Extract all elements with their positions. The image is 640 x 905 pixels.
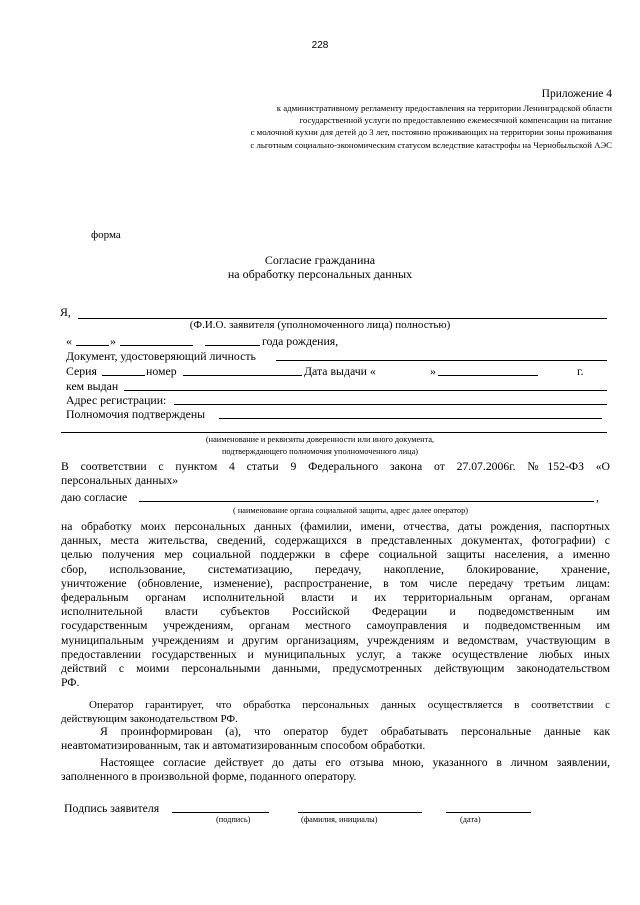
authority-caption-2: подтверждающего полномочия уполномоченного лица) [221,447,419,456]
fio-caption: (Ф.И.О. заявителя (уполномоченного лица) полностью) [189,319,451,331]
issue-date-close-quote: » [430,364,436,378]
consent-body-line: действий с моими персональными данными, предусмотренных действующим законодательством [61,661,610,675]
consent-body [61,520,610,690]
birth-day-close-quote: » [110,334,116,348]
consent-body-line: данных, места жительства, сведений, содержащихся в представленных документах, фотографии) с [61,534,610,548]
authority-label: Полномочия подтверждены [66,407,206,421]
series-label: Серия [66,364,97,378]
issue-date-label: Дата выдачи « [304,364,376,378]
issued-by-field[interactable] [124,390,607,391]
document-field[interactable] [276,360,607,361]
signature-label: Подпись заявителя [64,801,160,815]
name-initials-field[interactable] [298,812,422,813]
page-number: 228 [311,40,329,51]
address-label: Адрес регистрации: [66,393,167,407]
appendix-line: к административному регламенту предоставления на территории Ленинградской области [276,103,612,113]
consent-body-line: РФ. [61,676,80,690]
guarantee-paragraph [61,698,610,726]
consent-body-line: уничтожение (обновление, изменение), распространение, в том числе передачу третьим лицам: [61,576,610,590]
law-reference-line: В соответствии с пунктом 4 статьи 9 Федерального закона от 27.07.2006г. №152-ФЗ «О [61,460,610,473]
name-caption: (фамилия, инициалы) [301,815,378,824]
consent-body-line: исполнительной власти субъектов Российской Федерации и подведомственным им [61,605,610,619]
consent-comma: , [596,490,599,504]
consent-label: даю согласие [61,490,128,504]
number-label: номер [146,364,177,378]
series-field[interactable] [102,375,145,376]
validity-paragraph [61,756,610,784]
issued-by-label: кем выдан [66,379,119,393]
number-field[interactable] [183,375,302,376]
appendix-title: Приложение 4 [541,88,612,100]
appendix-description [250,102,612,151]
consent-body-line: на обработку моих персональных данных (фамилии, имени, отчества, даты рождения, паспортных [61,520,610,533]
informed-line: неавтоматизированным, так и автоматизированным способом обработки. [61,739,426,753]
validity-line: Настоящее согласие действует до даты его отзыва мною, указанного в личном заявлении, [100,756,610,769]
validity-line: заполненного в произвольной форме, поданного оператору. [61,770,357,784]
guarantee-line: действующим законодательством РФ. [61,713,238,726]
operator-field[interactable] [139,501,594,502]
consent-body-line: сбор, использование, систематизацию, передачу, накопление, блокирование, хранение, [61,562,610,576]
date-caption: (дата) [460,815,481,824]
appendix-line: с льготным социально-экономическим статусом вследствие катастрофы на Чернобыльской АЭС [250,139,612,150]
consent-body-line: федеральным органам исполнительной власти и их территориальным органам, органам [61,590,610,604]
law-reference-line: персональных данных» [61,474,179,488]
document-label: Документ, удостоверяющий личность [66,349,256,363]
authority-caption-1: (наименование и реквизиты доверенности или иного документа, [205,435,435,444]
birth-day-field[interactable] [76,345,109,346]
authority-field-line-2[interactable] [61,432,607,433]
date-field[interactable] [446,812,531,813]
guarantee-line: Оператор гарантирует, что обработка персональных данных осуществляется в соответствии с [89,699,610,711]
consent-body-line: целью получения мер социальной поддержки в сфере социальной защиты населения, а именно [61,548,610,562]
title-line-1: Согласие гражданина [264,253,376,267]
document-title [0,253,640,281]
appendix-line: государственной услуги по предоставлению ежемесячной компенсации на питание [299,115,612,126]
birth-suffix: года рождения, [262,334,339,348]
issue-date-field[interactable] [438,375,538,376]
law-reference [61,460,610,488]
ya-label: Я, [60,305,71,319]
birth-month-field[interactable] [120,345,193,346]
address-field[interactable] [174,404,607,405]
birth-year-field[interactable] [205,345,260,346]
informed-paragraph [61,725,610,753]
form-label: форма [91,229,121,241]
consent-body-line: муниципальным учреждениям и другим организациям, учреждениям и ведомствам, участвующим в [61,633,610,647]
signature-field[interactable] [172,812,269,813]
consent-body-line: государственным учреждениям, органам местного самоуправления и подведомственным им [61,619,610,633]
appendix-line: с молочной кухни для детей до 3 лет, постоянно проживающих на территории зоны проживания [250,127,612,138]
consent-body-line: предоставлении государственных и муниципальных услуг, а также осуществление любых иных [61,647,610,661]
title-line-2: на обработку персональных данных [227,267,413,281]
signature-caption: (подпись) [216,815,251,824]
birth-day-open-quote: « [66,334,72,348]
authority-field[interactable] [219,418,602,419]
year-suffix: г. [577,364,584,378]
operator-caption: ( наименование органа социальной защиты, адрес далее оператор) [233,506,468,515]
informed-line: Я проинформирован (а), что оператор будет обрабатывать персональные данные как [100,725,610,738]
